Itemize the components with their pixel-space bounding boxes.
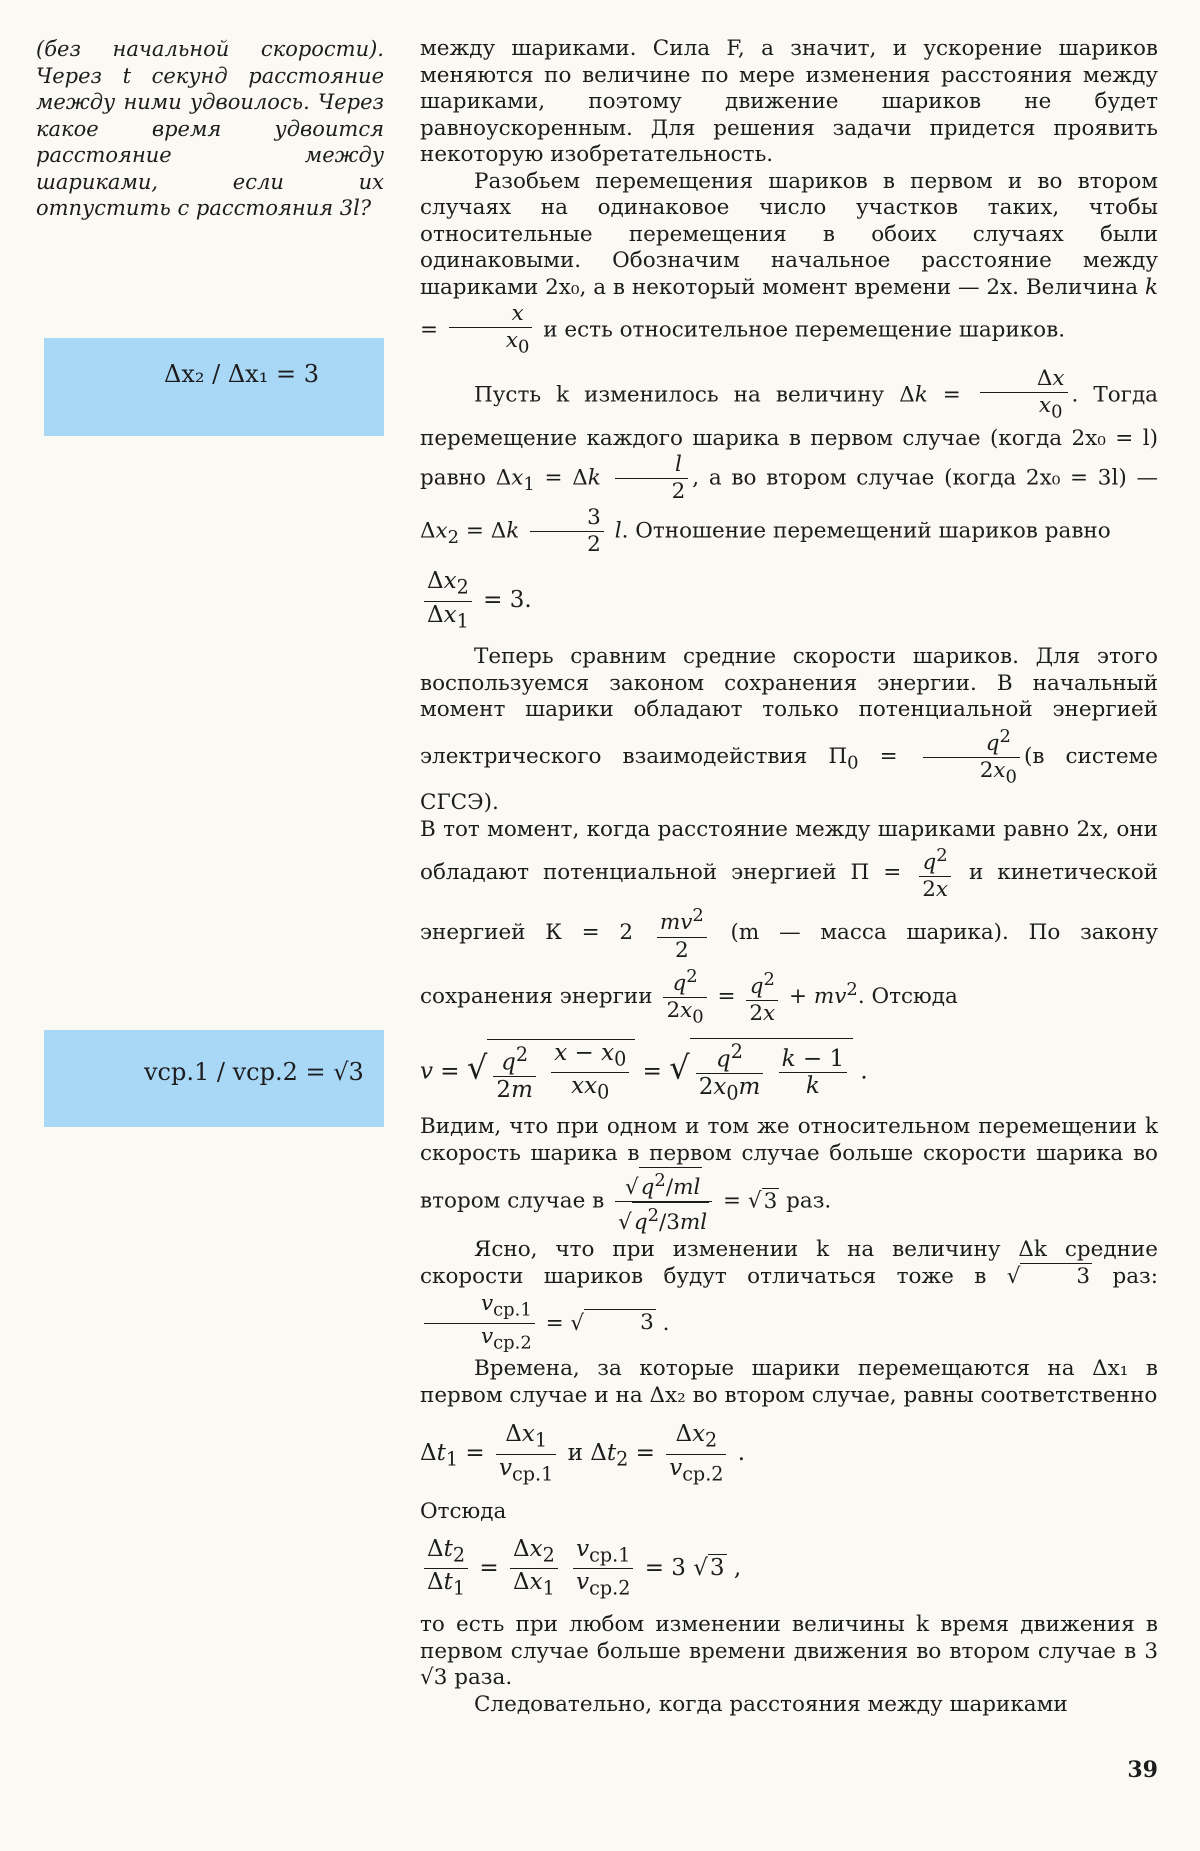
paragraph-4: Теперь сравним средние скорости шариков. Для этого воспользуемся законом сохранения энергии. В начальный момент шарики обладают только потенциальной энергией электрического взаимодействия $П_0$ = $\frac{q^2}{2x_0}$ (в системе СГСЭ).: [420, 644, 1158, 816]
equation-velocity: v = √ $\frac{q^2}{2m}$ $\frac{x - x_0}{xx_0}$ = √ $\frac{q^2}{2x_0m}$ $\frac{k - 1}{k}$ .: [420, 1039, 868, 1105]
paragraph-2: Разобьем перемещения шариков в первом и во втором случаях на одинаковое число участков таких, чтобы относительные перемещения в обоих случаях были одинаковыми. Обозначим начальное расстояние между шариками 2x₀, а в некоторый момент времени — 2x. Величина k = $\frac{x}{x_0}$ и есть относительное перемещение шариков.: [420, 169, 1158, 361]
main-column: [420, 36, 1158, 1718]
paragraph-9: Отсюда: [420, 1499, 507, 1525]
paragraph-4-text: Теперь сравним средние скорости шариков. Для этого воспользуемся законом сохранения энергии. В начальный момент шарики обладают только потенциальной энергией электрического взаимодействия: [420, 644, 1158, 770]
paragraph-2-text: Разобьем перемещения шариков в первом и во втором случаях на одинаковое число участков таких, чтобы относительные перемещения в обоих случаях были одинаковыми. Обозначим начальное расстояние между шариками 2x₀, а в некоторый момент времени — 2x. Величина: [420, 168, 1158, 300]
paragraph-3-start: Пусть k изменилось на величину: [474, 382, 885, 408]
paragraph-7-text: Ясно, что при изменении k на величину Δk средние скорости шариков будут отличаться тоже в: [420, 1236, 1158, 1290]
paragraph-5-text: В тот момент, когда расстояние между шариками равно 2x, они обладают потенциальной энергией: [420, 816, 1158, 886]
highlight-box-ratio: [44, 338, 384, 436]
paragraph-4-end: (в системе СГСЭ).: [420, 744, 1158, 816]
box-formula-speed: vср.1 / vср.2 = √3: [144, 1058, 364, 1086]
paragraph-5-end: Отсюда: [871, 983, 958, 1009]
paragraph-6-end: раз.: [786, 1188, 832, 1214]
paragraph-10: то есть при любом изменении величины k время движения в первом случае больше времени движения во втором случае в 3 √3 раза.: [420, 1612, 1158, 1691]
fraction-3-2: $\frac{3}{2}$: [530, 505, 604, 558]
paragraph-1: между шариками. Сила F, а значит, и ускорение шариков меняются по величине по мере изменения расстояния между шариками, поэтому движение шариков не будет равноускоренным. Для решения задачи придется проявить некоторую изобретательность.: [420, 36, 1158, 167]
paragraph-8: Времена, за которые шарики перемещаются на Δx₁ в первом случае и на Δx₂ во втором случае, равны соответственно: [420, 1356, 1158, 1408]
paragraph-7: Ясно, что при изменении k на величину Δk средние скорости шариков будут отличаться тоже в √ 3 раз: $\frac{v_{ср.1}}{v_{ср.2}}$ = √ 3 .: [420, 1236, 1158, 1354]
paragraph-5-mid2: (m — масса шарика). По закону сохранения энергии: [420, 920, 1158, 1009]
equation-ratio-value: = 3.: [483, 587, 532, 614]
equation-time-ratio: $\frac{\Delta t_2}{\Delta t_1}$ = $\frac{\Delta x_2}{\Delta x_1}$ $\frac{v_{ср.1}}{v_{ср.2}}$ = 3 √3 ,: [420, 1536, 1158, 1602]
paragraph-6-text: Видим, что при одном и том же относительном перемещении k скорость шарика в первом случае больше скорости шарика во втором случае в: [420, 1114, 1158, 1214]
paragraph-3-mid2: , а во втором случае (когда 2x₀ = 3l) —: [692, 465, 1158, 491]
equation-ratio: $\frac{\Delta x_2}{\Delta x_1}$ = 3.: [420, 568, 1158, 634]
fraction-k: $\frac{x}{x_0}$: [449, 301, 533, 360]
paragraph-2-end: и есть относительное перемещение шариков.: [543, 317, 1066, 343]
box-formula-ratio: Δx₂ / Δx₁ = 3: [164, 360, 319, 388]
fraction-p0: $\frac{q^2}{2x_0}$: [923, 724, 1020, 790]
word-and: и: [567, 1440, 583, 1467]
fraction-l-2: $\frac{l}{2}$: [615, 452, 689, 505]
paragraph-7-end: раз:: [1112, 1264, 1158, 1290]
equation-times: $\Delta t_1$ = $\frac{\Delta x_1}{v_{ср.1}}$ и $\Delta t_2$ = $\frac{\Delta x_2}{v_{ср.2}}$ .: [420, 1421, 746, 1486]
page-number: 39: [1127, 1757, 1158, 1783]
problem-statement: (без начальной скорости). Через t секунд расстояние между ними удвоилось. Через какое время удвоится расстояние между шариками, если их отпустить с расстояния 3l?: [36, 37, 384, 220]
paragraph-5: В тот момент, когда расстояние между шариками равно 2x, они обладают потенциальной энергией П = $\frac{q^2}{2x}$ и кинетической энергией К = 2 $\frac{mv^2}{2}$ (m — масса шарика). По закону сохранения энергии $\frac{q^2}{2x_0}$ = $\frac{q^2}{2x}$ + $mv^2$. Отсюда: [420, 816, 1158, 1027]
paragraph-5-mid: и кинетической энергией: [420, 860, 1158, 946]
paragraph-6: Видим, что при одном и том же относительном перемещении k скорость шарика в первом случае больше скорости шарика во втором случае в $\frac{√q^2/ml}{√q^2/3ml}$ = √3 раз.: [420, 1114, 1158, 1236]
fraction-dk: $\frac{\Delta x}{x_0}$: [980, 366, 1068, 425]
highlight-box-speed: [44, 1030, 384, 1127]
paragraph-3: Пусть k изменилось на величину Δk = $\frac{\Delta x}{x_0}$ . Тогда перемещение каждого шарика в первом случае (когда 2x₀ = l) равно $\Delta x_1 = \Delta k$ $\frac{l}{2}$ , а во втором случае (когда 2x₀ = 3l) — $\Delta x_2 = \Delta k$ $\frac{3}{2}$ l. Отношение перемещений шариков равно: [420, 366, 1158, 558]
paragraph-3-mid: . Тогда перемещение каждого шарика в первом случае (когда 2x₀ = l) равно: [420, 382, 1158, 491]
paragraph-11: Следовательно, когда расстояния между шариками: [474, 1691, 1068, 1717]
paragraph-3-end: Отношение перемещений шариков равно: [635, 518, 1111, 544]
